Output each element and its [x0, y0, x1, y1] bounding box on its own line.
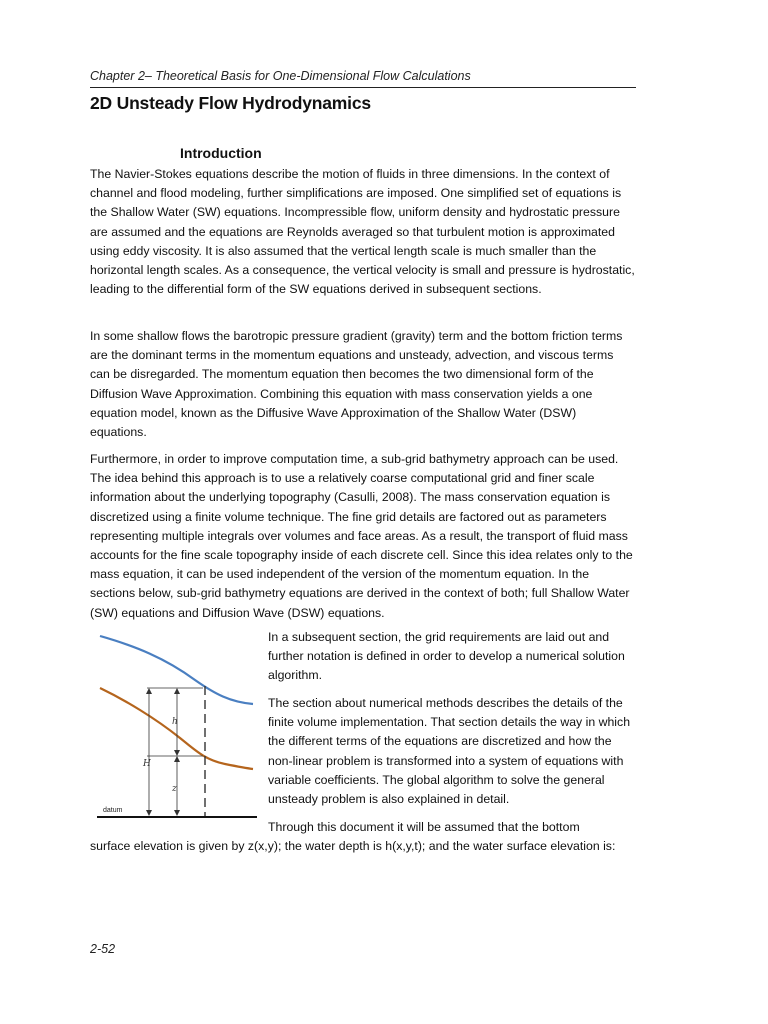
paragraph-numerical-methods: The section about numerical methods describes the details of the finite volume implementation. That section details the way in which the different terms of the equations are discretized and how the non-linear problem is transformed into a system of equations with variable coefficients. The global algorithm to solve the general unsteady problem is also explained in detail. — [268, 696, 631, 807]
label-h: h — [172, 717, 178, 727]
paragraph-grid-requirements: In a subsequent section, the grid requirements are laid out and further notation is defined in order to develop a numerical solution algorithm. — [268, 630, 625, 683]
page-title: 2D Unsteady Flow Hydrodynamics — [90, 93, 371, 113]
label-z: z — [172, 784, 177, 794]
section-heading-introduction: Introduction — [180, 145, 262, 161]
paragraph-shallow-flows: In some shallow flows the barotropic pressure gradient (gravity) term and the bottom friction terms are the dominant terms in the momentum equations and unsteady, advection, and viscous terms can be disregarded. The momentum equation then becomes the two dimensional form of the Diffusion Wave Approximation. Combining this equation with mass conservation yields a one equation model, known as the Diffusive Wave Approximation of the Shallow Water (DSW) equations. — [90, 329, 623, 440]
running-header: Chapter 2– Theoretical Basis for One-Dimensional Flow Calculations — [90, 68, 636, 88]
water-depth-figure — [95, 628, 260, 823]
page-number: 2-52 — [90, 942, 116, 956]
label-H: H — [143, 759, 151, 769]
paragraph-sub-grid: Furthermore, in order to improve computation time, a sub-grid bathymetry approach can be used. The idea behind this approach is to use a relatively coarse computational grid and finer scale information about the underlying topography (Casulli, 2008). The mass conservation equation is discretized using a finite volume technique. The fine grid details are factored out as parameters representing multiple integrals over volumes and face areas. As a result, the transport of fluid mass accounts for the fine scale topography inside of each discrete cell. Since this idea relates only to the mass equation, it can be used independent of the version of the momentum equation. In the sections below, sub-grid bathymetry equations are derived in the context of both; full Shallow Water (SW) equations and Diffusion Wave (DSW) equations. — [90, 452, 633, 620]
paragraph-assumptions-rest: surface elevation is given by z(x,y); the water depth is h(x,y,t); and the water surface elevation is: — [90, 839, 616, 853]
label-datum: datum — [103, 807, 123, 814]
paragraph-assumptions-start: Through this document it will be assumed that the bottom — [268, 820, 580, 834]
paragraph-navier-stokes: The Navier-Stokes equations describe the motion of fluids in three dimensions. In the context of channel and flood modeling, further simplifications are imposed. One simplified set of equations is the Shallow Water (SW) equations. Incompressible flow, uniform density and hydrostatic pressure are assumed and the equations are Reynolds averaged so that turbulent motion is approximated using eddy viscosity. It is also assumed that the vertical length scale is much smaller than the horizontal length scales. As a consequence, the vertical velocity is small and pressure is hydrostatic, leading to the differential form of the SW equations derived in subsequent sections. — [90, 167, 635, 297]
